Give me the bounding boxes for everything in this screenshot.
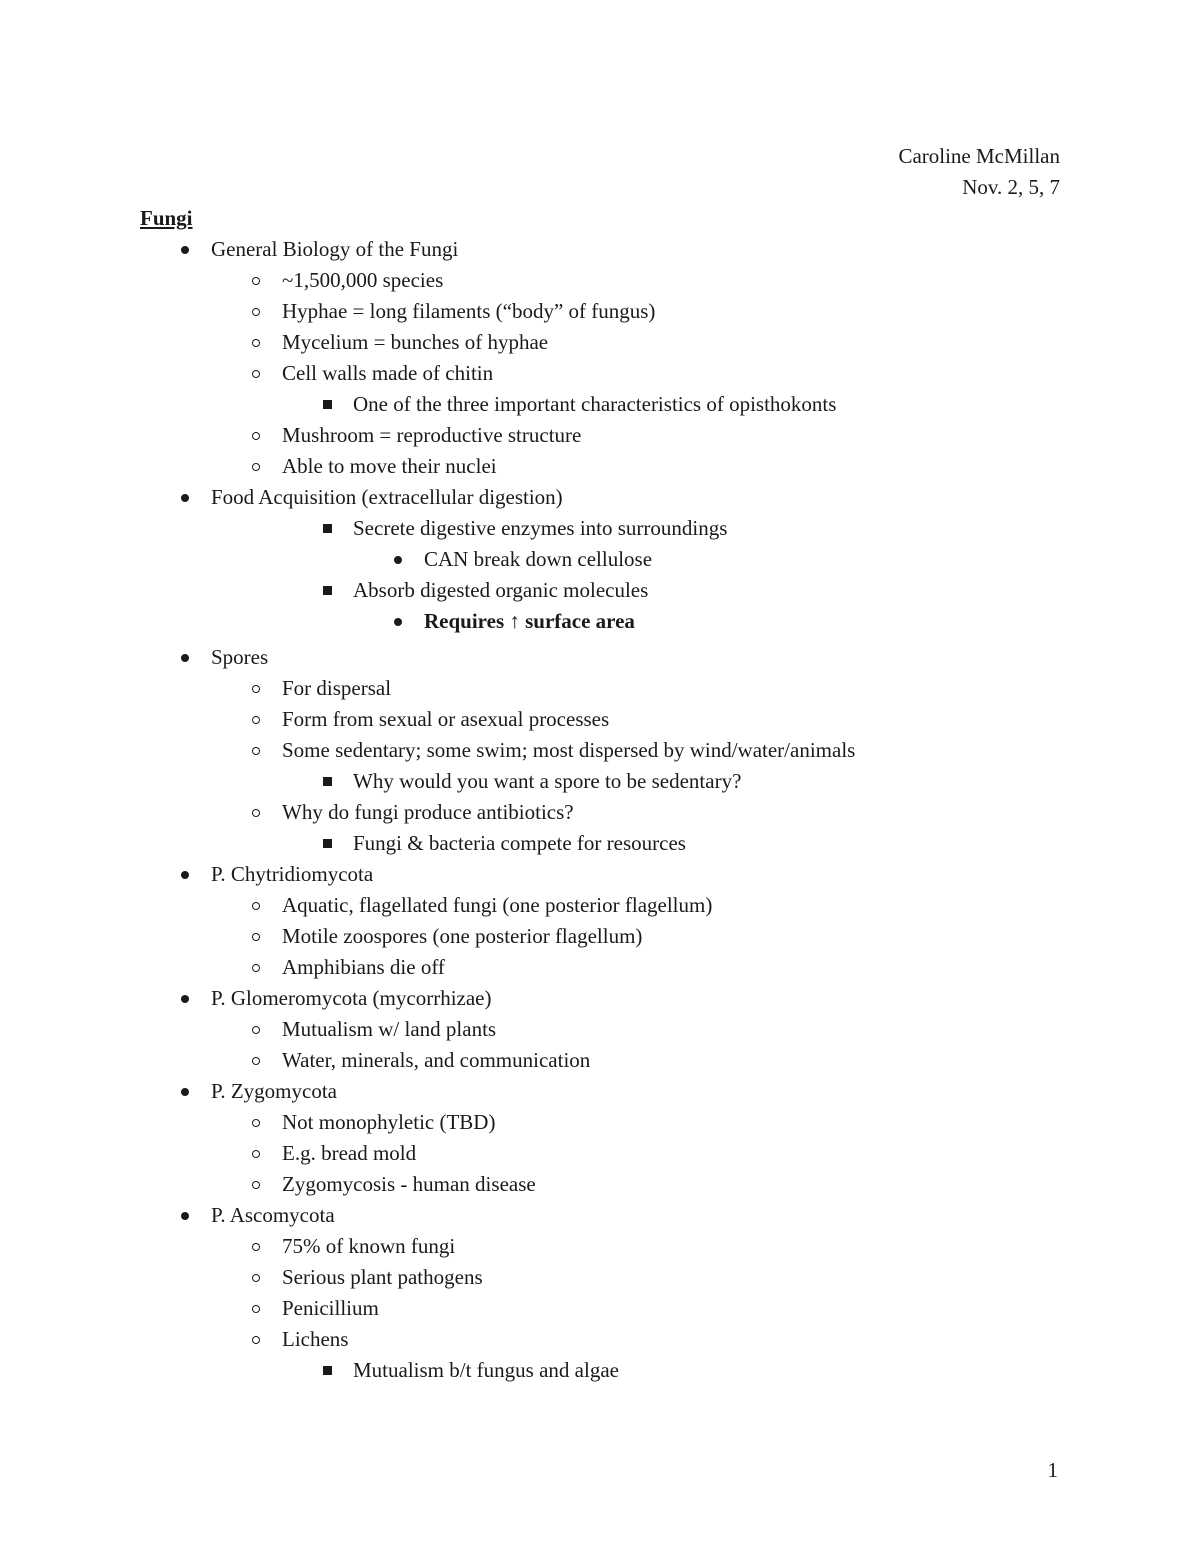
outline-item-text: Amphibians die off [282,955,445,979]
notes-outline [0,234,1200,1386]
outline-item [0,1355,1200,1386]
bullet-circle-icon [246,1293,266,1324]
bullet-circle-icon [246,1107,266,1138]
bullet-circle-icon [246,265,266,296]
bullet-circle-icon [246,1045,266,1076]
bullet-dot-icon [175,1076,195,1107]
outline-item [0,606,1200,642]
outline-item-text: P. Ascomycota [211,1203,335,1227]
bullet-dot-icon [175,859,195,890]
bullet-square-icon [317,575,337,606]
outline-item [0,482,1200,513]
outline-item-text: Mycelium = bunches of hyphae [282,330,549,354]
outline-item [0,1262,1200,1293]
outline-item [0,327,1200,358]
outline-item-text: Hyphae = long filaments (“body” of fungus) [282,299,656,323]
bullet-dot-icon [175,482,195,513]
outline-item-text: Mutualism w/ land plants [282,1017,497,1041]
outline-item [0,420,1200,451]
outline-item [0,735,1200,766]
outline-item [0,389,1200,420]
outline-item-text: P. Glomeromycota (mycorrhizae) [211,986,492,1010]
outline-item-text: Absorb digested organic molecules [353,578,649,602]
outline-item [0,1076,1200,1107]
bullet-circle-icon [246,358,266,389]
bullet-dot-icon [175,234,195,265]
outline-item [0,797,1200,828]
outline-item-text: Lichens [282,1327,349,1351]
outline-item-text: Why would you want a spore to be sedentary? [353,769,742,793]
outline-item-text: Requires ↑ surface area [424,609,635,633]
bullet-circle-icon [246,704,266,735]
author-name: Caroline McMillan [898,144,1060,168]
outline-item-text: Why do fungi produce antibiotics? [282,800,574,824]
outline-item [0,296,1200,327]
bullet-circle-icon [246,420,266,451]
outline-item [0,1107,1200,1138]
bullet-dot-icon [388,544,408,575]
bullet-circle-icon [246,1262,266,1293]
outline-item-text: General Biology of the Fungi [211,237,459,261]
outline-item [0,265,1200,296]
bullet-circle-icon [246,451,266,482]
outline-item-text: Food Acquisition (extracellular digestion) [211,485,563,509]
outline-item [0,234,1200,265]
outline-item-text: Serious plant pathogens [282,1265,483,1289]
outline-item [0,575,1200,606]
outline-item [0,1324,1200,1355]
outline-item-text: CAN break down cellulose [424,547,653,571]
outline-item-text: Spores [211,645,269,669]
bullet-circle-icon [246,673,266,704]
bullet-circle-icon [246,1014,266,1045]
outline-item [0,544,1200,575]
bullet-circle-icon [246,890,266,921]
bullet-circle-icon [246,797,266,828]
outline-item-text: Cell walls made of chitin [282,361,494,385]
outline-item-text: Able to move their nuclei [282,454,497,478]
bullet-circle-icon [246,1169,266,1200]
outline-item-text: Water, minerals, and communication [282,1048,591,1072]
outline-item-text: 75% of known fungi [282,1234,456,1258]
outline-item [0,1231,1200,1262]
bullet-circle-icon [246,1231,266,1262]
outline-item [0,451,1200,482]
outline-item [0,1293,1200,1324]
outline-item [0,1200,1200,1231]
outline-item-text: Zygomycosis - human disease [282,1172,536,1196]
bullet-circle-icon [246,327,266,358]
outline-item-text: ~1,500,000 species [282,268,444,292]
outline-item [0,642,1200,673]
bullet-dot-icon [175,1200,195,1231]
outline-item [0,766,1200,797]
outline-item [0,859,1200,890]
outline-item-text: Form from sexual or asexual processes [282,707,610,731]
outline-item-text: One of the three important characteristics of opisthokonts [353,392,837,416]
outline-item [0,1045,1200,1076]
outline-item-text: P. Zygomycota [211,1079,337,1103]
outline-item [0,1014,1200,1045]
outline-item-text: Fungi & bacteria compete for resources [353,831,686,855]
bullet-square-icon [317,389,337,420]
bullet-circle-icon [246,921,266,952]
outline-item [0,704,1200,735]
outline-item-text: Not monophyletic (TBD) [282,1110,496,1134]
bullet-square-icon [317,828,337,859]
page-number: 1 [1047,1458,1058,1482]
bullet-square-icon [317,1355,337,1386]
outline-item [0,513,1200,544]
bullet-circle-icon [246,952,266,983]
outline-item [0,890,1200,921]
outline-item [0,921,1200,952]
outline-item [0,673,1200,704]
outline-item [0,828,1200,859]
outline-item-text: Penicillium [282,1296,379,1320]
page-title: Fungi [140,206,193,230]
outline-item [0,983,1200,1014]
bullet-circle-icon [246,735,266,766]
outline-item [0,358,1200,389]
outline-item-text: For dispersal [282,676,392,700]
bullet-dot-icon [388,606,408,637]
outline-item [0,952,1200,983]
outline-item-text: Aquatic, flagellated fungi (one posterior flagellum) [282,893,713,917]
bullet-square-icon [317,766,337,797]
outline-item-text: Motile zoospores (one posterior flagellum) [282,924,643,948]
lecture-dates: Nov. 2, 5, 7 [962,175,1060,199]
outline-item-text: Mushroom = reproductive structure [282,423,582,447]
outline-item-text: Some sedentary; some swim; most dispersed by wind/water/animals [282,738,856,762]
bullet-square-icon [317,513,337,544]
bullet-dot-icon [175,983,195,1014]
bullet-circle-icon [246,296,266,327]
bullet-circle-icon [246,1324,266,1355]
outline-item [0,1138,1200,1169]
bullet-circle-icon [246,1138,266,1169]
outline-item-text: Secrete digestive enzymes into surroundings [353,516,728,540]
outline-item-text: Mutualism b/t fungus and algae [353,1358,619,1382]
outline-item-text: P. Chytridiomycota [211,862,374,886]
bullet-dot-icon [175,642,195,673]
outline-item-text: E.g. bread mold [282,1141,417,1165]
outline-item [0,1169,1200,1200]
